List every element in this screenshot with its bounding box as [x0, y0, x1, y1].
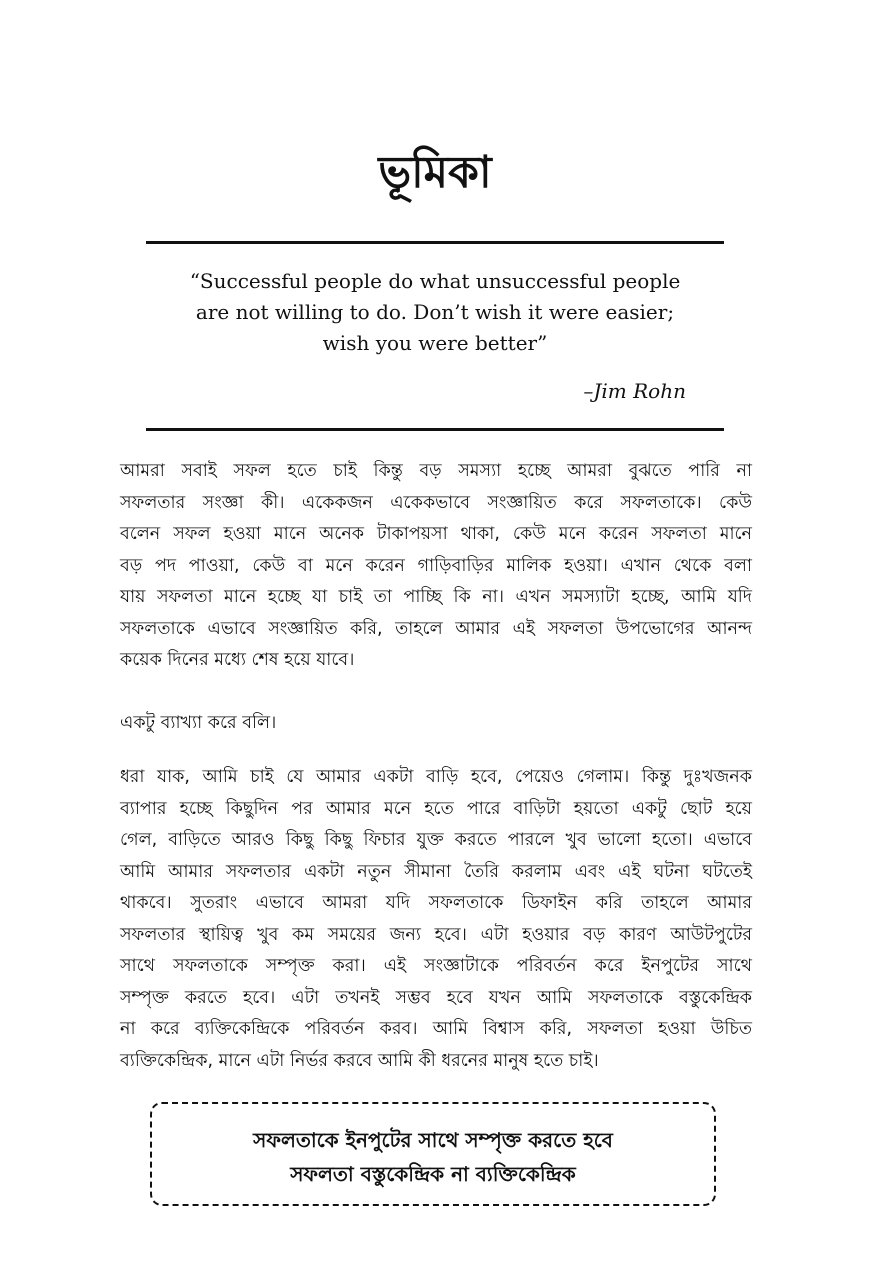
paragraph-line: বলেন সফল হওয়া মানে অনেক টাকাপয়সা থাকা, কেউ মনে করেন সফলতা মানে — [120, 524, 752, 544]
paragraph-line: ধরা যাক, আমি চাই যে আমার একটা বাড়ি হবে, পেয়েও গেলাম। কিন্তু দুঃখজনক — [120, 767, 752, 787]
quote-attribution: –Jim Rohn — [583, 379, 686, 403]
paragraph-line: সফলতার সংজ্ঞা কী। একেকজন একেকভাবে সংজ্ঞায়িত করে সফলতাকে। কেউ — [120, 492, 752, 513]
body-paragraph-3 — [120, 762, 752, 1077]
paragraph-line: থাকবে। সুতরাং এভাবে আমরা যদি সফলতাকে ডিফাইন করি তাহলে আমার — [120, 893, 752, 913]
paragraph-line: সম্পৃক্ত করতে হবে। এটা তখনই সম্ভব হবে যখন আমি সফলতাকে বস্তুকেন্দ্রিক — [120, 987, 752, 1008]
quote-line: “Successful people do what unsuccessful people — [189, 269, 681, 293]
paragraph-line: বড় পদ পাওয়া, কেউ বা মনে করেন গাড়িবাড়ির মালিক হওয়া। এখান থেকে বলা — [120, 555, 752, 576]
paragraph-line: একটু ব্যাখ্যা করে বলি। — [120, 713, 277, 733]
paragraph-line: আমি আমার সফলতার একটা নতুন সীমানা তৈরি করলাম এবং এই ঘটনা ঘটতেই — [120, 861, 752, 882]
takeaway-line-1: সফলতাকে ইনপুটের সাথে সম্পৃক্ত করতে হবে — [253, 1128, 613, 1152]
paragraph-line: সফলতাকে এভাবে সংজ্ঞায়িত করি, তাহলে আমার এই সফলতা উপভোগের আনন্দ — [120, 618, 752, 639]
paragraph-line: সাথে সফলতাকে সম্পৃক্ত করা। এই সংজ্ঞাটাকে পরিবর্তন করে ইনপুটের সাথে — [120, 956, 752, 976]
key-takeaway-box — [150, 1102, 716, 1206]
page-title: ভূমিকা — [378, 147, 492, 198]
paragraph-line: কয়েক দিনের মধ্যে শেষ হয়ে যাবে। — [120, 650, 355, 670]
body-paragraph-1 — [120, 456, 752, 677]
quote-bottom-rule — [146, 428, 724, 431]
paragraph-line: সফলতার স্থায়িত্ব খুব কম সময়ের জন্য হবে। এটা হওয়ার বড় কারণ আউটপুটের — [120, 924, 752, 945]
quote-line: wish you were better” — [322, 331, 548, 355]
takeaway-line-2: সফলতা বস্তুকেন্দ্রিক না ব্যক্তিকেন্দ্রিক — [290, 1162, 576, 1186]
paragraph-line: ব্যাপার হচ্ছে কিছুদিন পর আমার মনে হতে পারে বাড়িটা হয়তো একটু ছোট হয়ে — [120, 798, 752, 819]
paragraph-line: যায় সফলতা মানে হচ্ছে যা চাই তা পাচ্ছি কি না। এখন সমস্যাটা হচ্ছে, আমি যদি — [120, 587, 752, 607]
quote-line: are not willing to do. Don’t wish it were easier; — [195, 300, 675, 324]
body-paragraph-2 — [120, 708, 752, 740]
epigraph-quote — [146, 266, 724, 359]
quote-top-rule — [146, 241, 724, 244]
paragraph-line: ব্যক্তিকেন্দ্রিক, মানে এটা নির্ভর করবে আমি কী ধরনের মানুষ হতে চাই। — [120, 1050, 599, 1071]
paragraph-line: না করে ব্যক্তিকেন্দ্রিকে পরিবর্তন করব। আমি বিশ্বাস করি, সফলতা হওয়া উচিত — [120, 1019, 752, 1039]
paragraph-line: গেল, বাড়িতে আরও কিছু কিছু ফিচার যুক্ত করতে পারলে খুব ভালো হতো। এভাবে — [120, 830, 752, 850]
paragraph-line: আমরা সবাই সফল হতে চাই কিন্তু বড় সমস্যা হচ্ছে আমরা বুঝতে পারি না — [120, 461, 752, 481]
